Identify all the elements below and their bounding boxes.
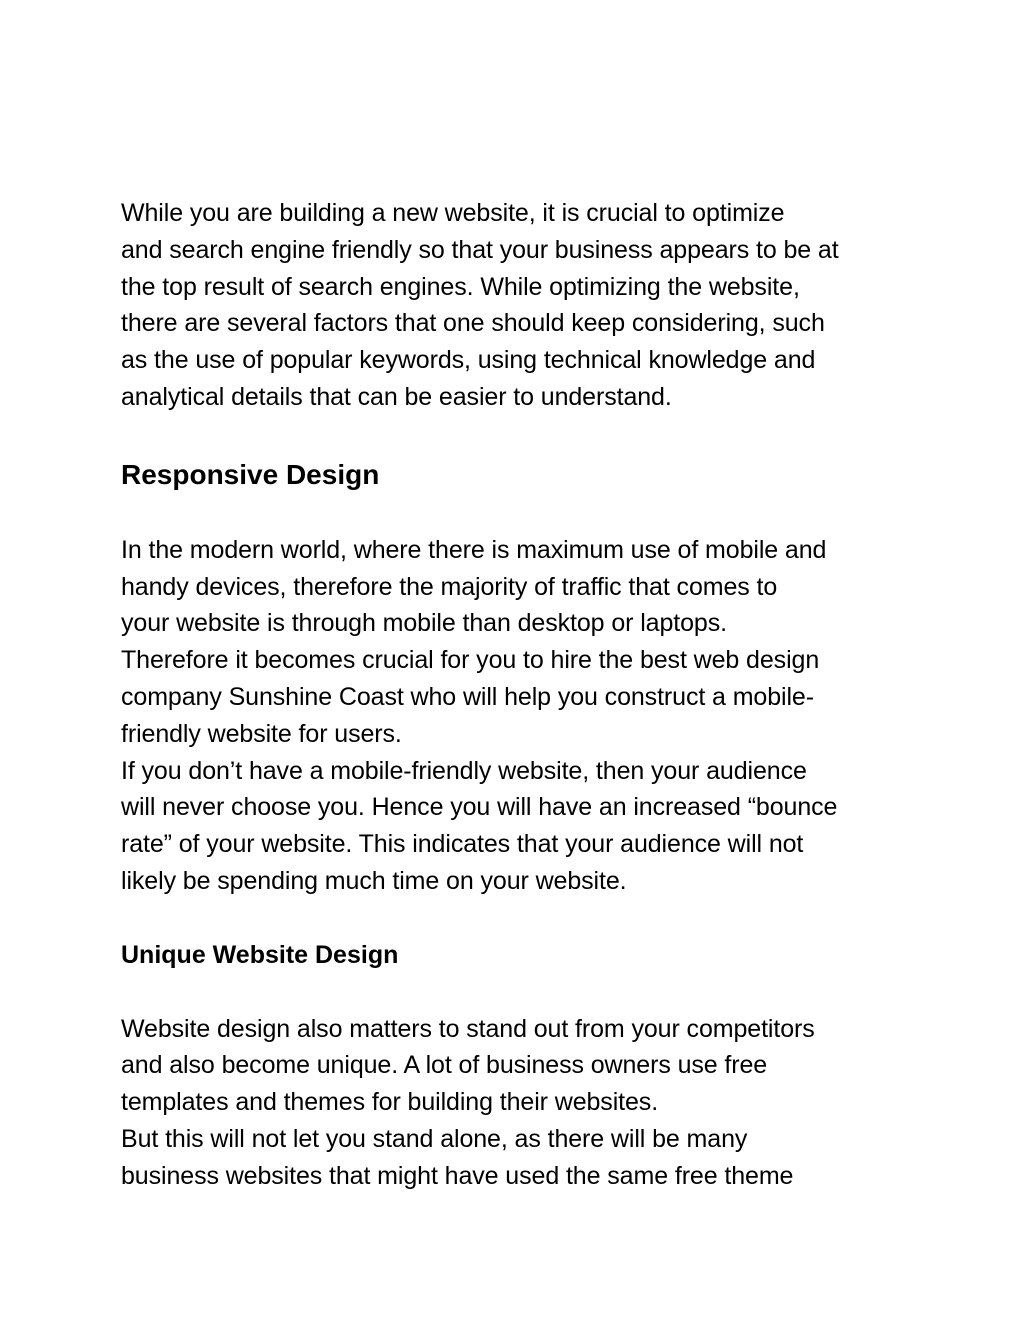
text-line: and search engine friendly so that your business appears to be at — [121, 235, 839, 264]
text-line: If you don’t have a mobile-friendly website, then your audience — [121, 756, 807, 785]
unique-design-paragraph — [121, 1011, 931, 1195]
responsive-design-heading: Responsive Design — [121, 458, 380, 490]
text-line: Therefore it becomes crucial for you to hire the best web design — [121, 646, 820, 675]
text-line: likely be spending much time on your website. — [121, 866, 627, 895]
text-line: as the use of popular keywords, using technical knowledge and — [121, 346, 816, 375]
text-line: business websites that might have used the same free theme — [121, 1161, 794, 1190]
document-body — [121, 195, 931, 1195]
spacer — [121, 974, 931, 1011]
text-line: there are several factors that one should keep considering, such — [121, 309, 825, 338]
text-line: and also become unique. A lot of business owners use free — [121, 1051, 768, 1080]
text-line: While you are building a new website, it is crucial to optimize — [121, 199, 785, 227]
text-line: the top result of search engines. While optimizing the website, — [121, 272, 800, 301]
text-line: will never choose you. Hence you will have an increased “bounce — [121, 793, 838, 822]
text-line: your website is through mobile than desktop or laptops. — [121, 609, 727, 638]
text-line: templates and themes for building their websites. — [121, 1088, 659, 1117]
text-line: handy devices, therefore the majority of traffic that comes to — [121, 572, 778, 601]
spacer — [121, 900, 931, 937]
text-line: friendly website for users. — [121, 719, 402, 748]
text-line: But this will not let you stand alone, as there will be many — [121, 1124, 748, 1153]
spacer — [121, 495, 931, 532]
text-line: analytical details that can be easier to understand. — [121, 382, 672, 411]
text-line: Website design also matters to stand out from your competitors — [121, 1014, 815, 1043]
intro-paragraph — [121, 195, 931, 416]
unique-website-design-heading: Unique Website Design — [121, 940, 399, 969]
responsive-paragraph — [121, 532, 931, 900]
spacer — [121, 416, 931, 455]
text-line: rate” of your website. This indicates that your audience will not — [121, 830, 804, 859]
text-line: In the modern world, where there is maximum use of mobile and — [121, 535, 827, 564]
text-line: company Sunshine Coast who will help you construct a mobile- — [121, 682, 814, 711]
